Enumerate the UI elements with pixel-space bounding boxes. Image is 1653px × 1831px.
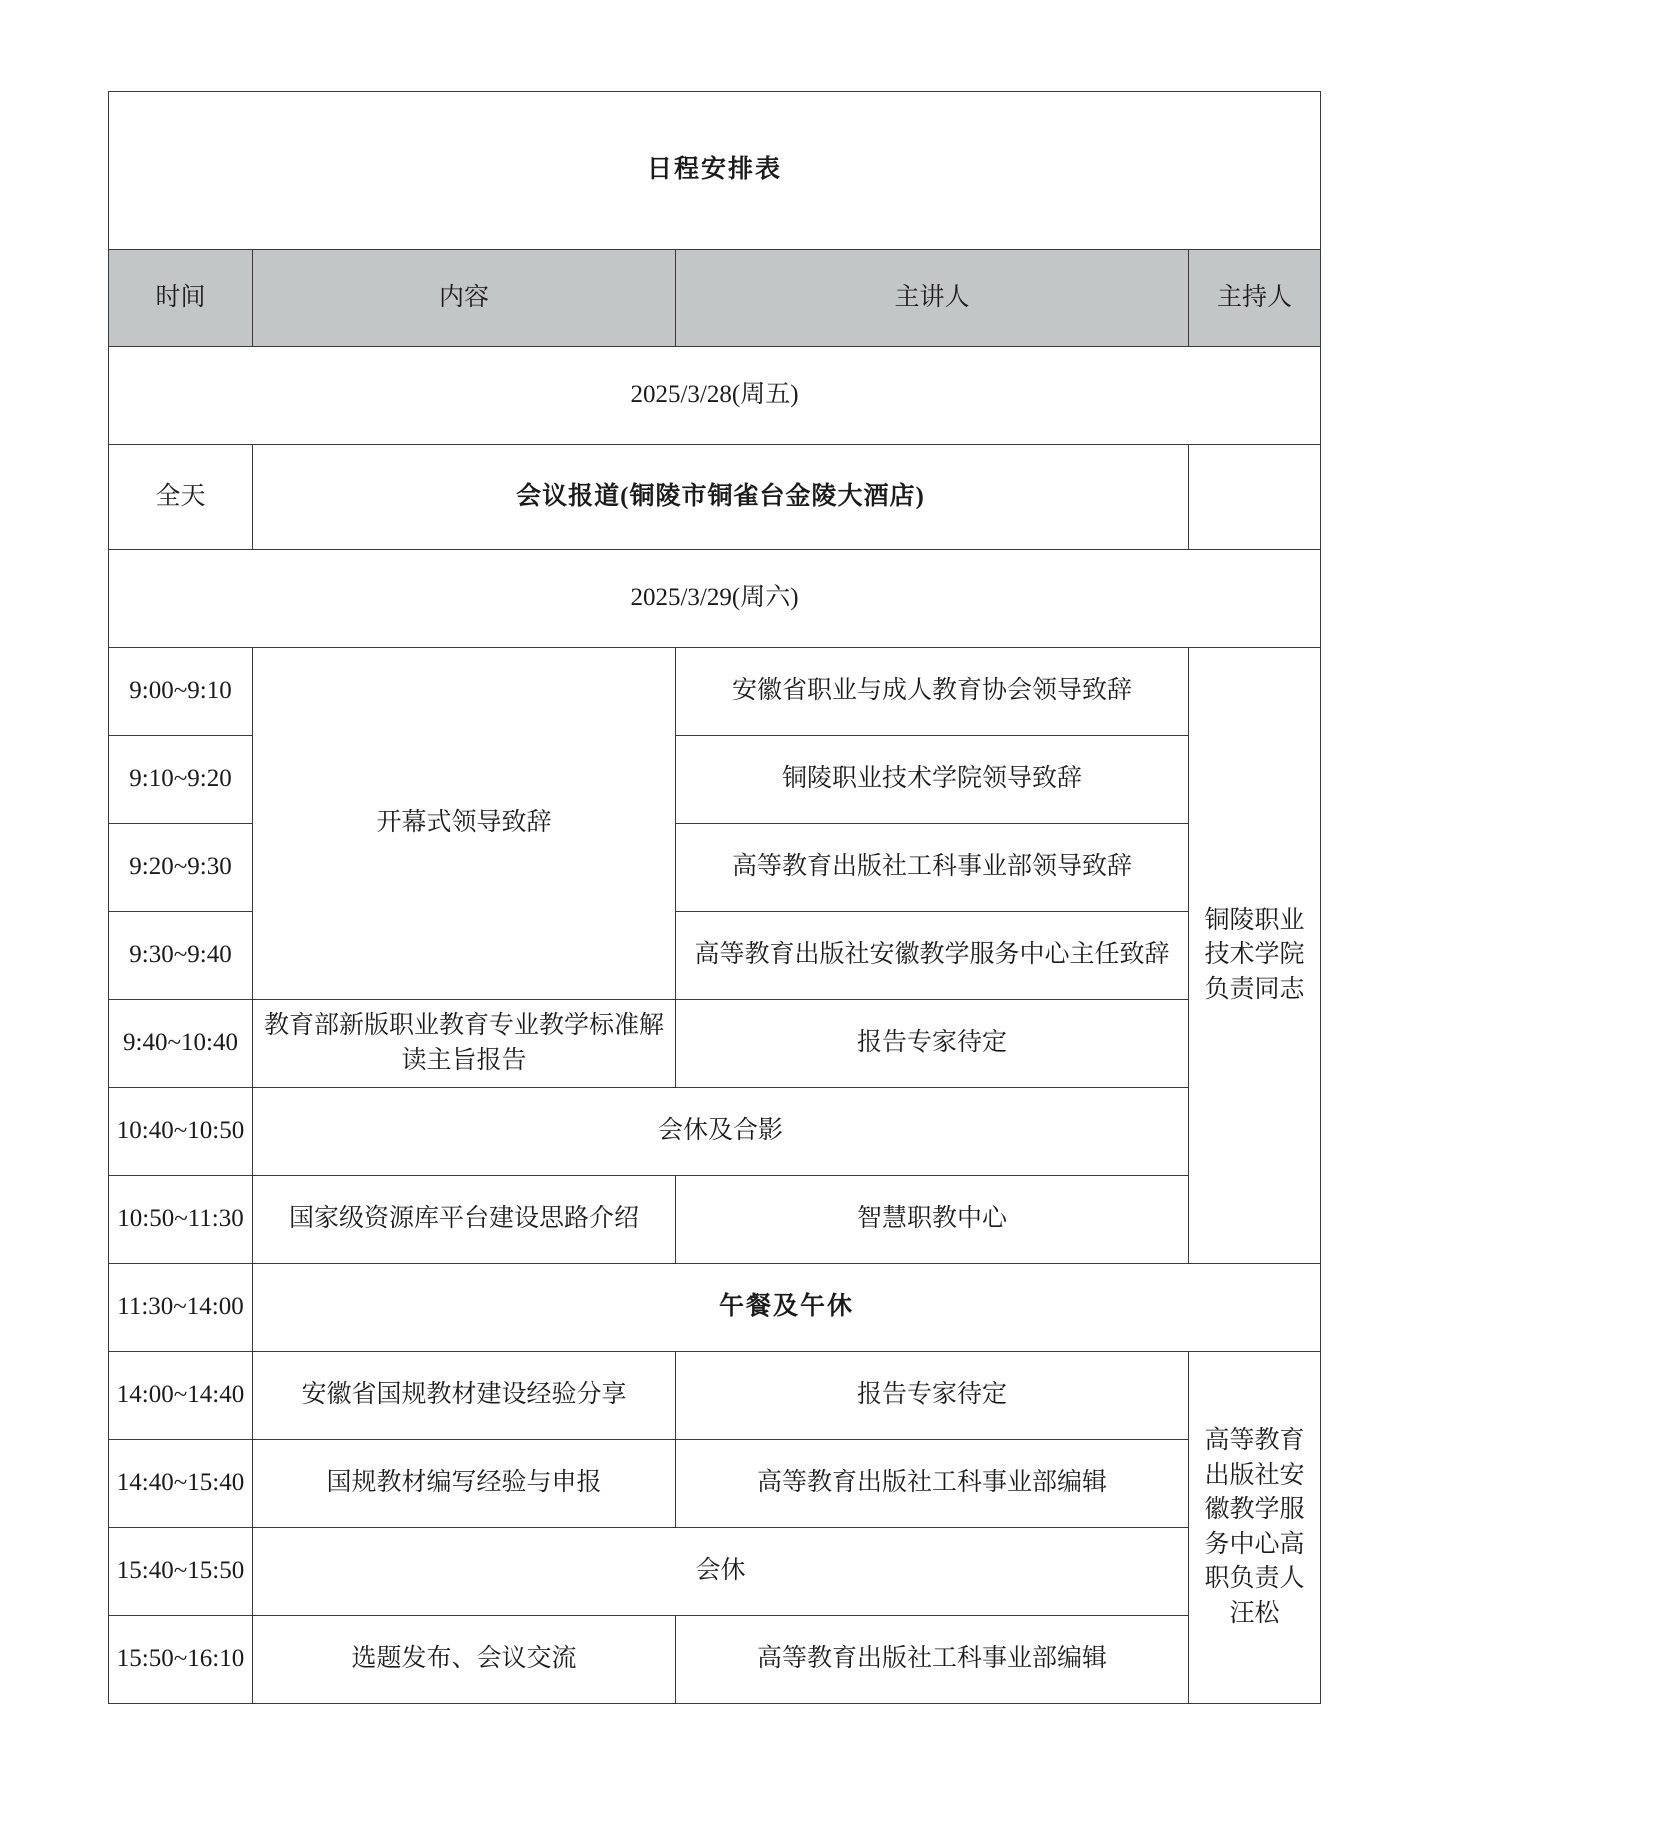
cell-host-morning: 铜陵职业技术学院负责同志	[1189, 648, 1321, 1264]
page-title: 日程安排表	[109, 92, 1321, 250]
table-row	[109, 1616, 1321, 1704]
cell-speaker: 铜陵职业技术学院领导致辞	[676, 736, 1189, 824]
table-row	[109, 1000, 1321, 1088]
cell-speaker: 高等教育出版社工科事业部编辑	[676, 1616, 1189, 1704]
cell-time: 14:00~14:40	[109, 1352, 253, 1440]
cell-time: 15:50~16:10	[109, 1616, 253, 1704]
schedule-sheet	[108, 91, 1320, 1704]
table-row	[109, 648, 1321, 736]
cell-content: 会议报道(铜陵市铜雀台金陵大酒店)	[253, 445, 1189, 550]
cell-time: 9:30~9:40	[109, 912, 253, 1000]
cell-time: 全天	[109, 445, 253, 550]
cell-time: 9:20~9:30	[109, 824, 253, 912]
date-label-day2: 2025/3/29(周六)	[109, 550, 1321, 648]
cell-time: 10:50~11:30	[109, 1176, 253, 1264]
cell-opening-ceremony: 开幕式领导致辞	[253, 648, 676, 1000]
cell-speaker: 高等教育出版社工科事业部编辑	[676, 1440, 1189, 1528]
cell-content: 午餐及午休	[253, 1264, 1321, 1352]
cell-host	[1189, 445, 1321, 550]
cell-speaker: 报告专家待定	[676, 1000, 1189, 1088]
cell-speaker: 智慧职教中心	[676, 1176, 1189, 1264]
table-row	[109, 1088, 1321, 1176]
table-row	[109, 1352, 1321, 1440]
date-row-day1	[109, 347, 1321, 445]
cell-time: 14:40~15:40	[109, 1440, 253, 1528]
table-row	[109, 1176, 1321, 1264]
cell-speaker: 报告专家待定	[676, 1352, 1189, 1440]
cell-content: 国家级资源库平台建设思路介绍	[253, 1176, 676, 1264]
column-header-time: 时间	[109, 250, 253, 347]
cell-content: 国规教材编写经验与申报	[253, 1440, 676, 1528]
cell-speaker: 高等教育出版社工科事业部领导致辞	[676, 824, 1189, 912]
cell-time: 15:40~15:50	[109, 1528, 253, 1616]
cell-content: 会休	[253, 1528, 1189, 1616]
cell-content: 会休及合影	[253, 1088, 1189, 1176]
column-header-content: 内容	[253, 250, 676, 347]
date-row-day2	[109, 550, 1321, 648]
cell-speaker: 安徽省职业与成人教育协会领导致辞	[676, 648, 1189, 736]
cell-content: 安徽省国规教材建设经验分享	[253, 1352, 676, 1440]
cell-speaker: 高等教育出版社安徽教学服务中心主任致辞	[676, 912, 1189, 1000]
column-header-speaker: 主讲人	[676, 250, 1189, 347]
schedule-table	[108, 91, 1321, 1704]
column-header-host: 主持人	[1189, 250, 1321, 347]
cell-time: 9:00~9:10	[109, 648, 253, 736]
cell-time: 10:40~10:50	[109, 1088, 253, 1176]
header-row	[109, 250, 1321, 347]
cell-host-afternoon: 高等教育出版社安徽教学服务中心高职负责人汪松	[1189, 1352, 1321, 1704]
cell-content: 选题发布、会议交流	[253, 1616, 676, 1704]
table-row	[109, 1264, 1321, 1352]
cell-time: 11:30~14:00	[109, 1264, 253, 1352]
title-row	[109, 92, 1321, 250]
date-label-day1: 2025/3/28(周五)	[109, 347, 1321, 445]
table-row	[109, 445, 1321, 550]
cell-time: 9:10~9:20	[109, 736, 253, 824]
cell-content: 教育部新版职业教育专业教学标准解读主旨报告	[253, 1000, 676, 1088]
table-row	[109, 1440, 1321, 1528]
table-row	[109, 1528, 1321, 1616]
cell-time: 9:40~10:40	[109, 1000, 253, 1088]
